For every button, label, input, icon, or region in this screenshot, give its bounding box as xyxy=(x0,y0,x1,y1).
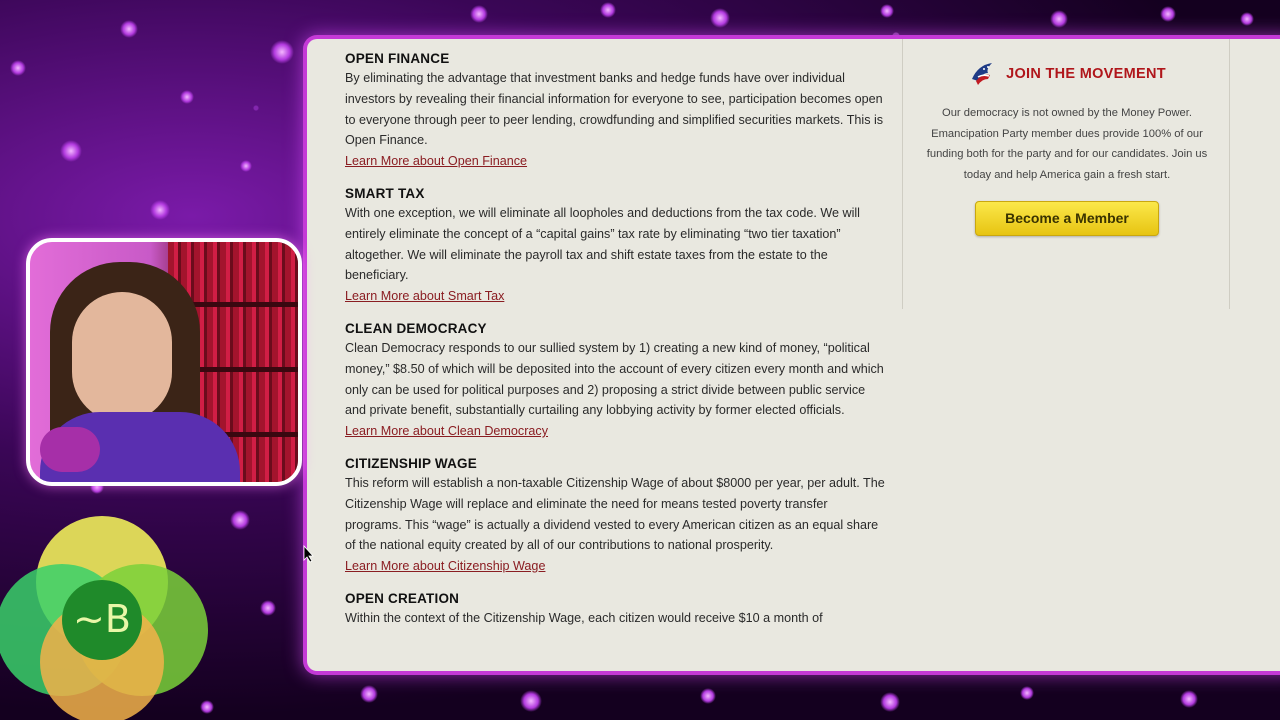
section-title: SMART TAX xyxy=(345,185,425,201)
section-title: CLEAN DEMOCRACY xyxy=(345,320,487,336)
section-body: Within the context of the Citizenship Wage, each citizen would receive $10 a month of xyxy=(345,610,823,625)
webcam-overlay xyxy=(26,238,302,486)
microphone xyxy=(40,427,100,472)
section-open-creation xyxy=(345,591,885,629)
section-body: By eliminating the advantage that investment banks and hedge funds have over individual investors by revealing their financial information for everyone to see, participation becomes open to everyone through peer to peer lending, crowdfunding and simplified securities markets. This is Open Finance. xyxy=(345,71,884,148)
eagle-flag-icon xyxy=(968,59,998,89)
learn-more-citizenship-wage-link[interactable]: Learn More about Citizenship Wage xyxy=(345,559,546,574)
browser-screen xyxy=(303,35,1280,675)
learn-more-smart-tax-link[interactable]: Learn More about Smart Tax xyxy=(345,289,505,304)
join-heading-row xyxy=(907,59,1227,89)
section-body: With one exception, we will eliminate all loopholes and deductions from the tax code. We will entirely eliminate the concept of a “capital gains” tax rate by eliminating “two tier taxation” altogether. We will eliminate the payroll tax and shift estate taxes from the estate to the beneficiary. xyxy=(345,205,860,283)
section-smart-tax xyxy=(345,186,885,307)
become-member-button[interactable]: Become a Member xyxy=(975,201,1159,236)
section-title: CITIZENSHIP WAGE xyxy=(345,455,477,471)
channel-logo xyxy=(0,512,210,720)
section-body: Clean Democracy responds to our sullied system by 1) creating a new kind of money, “political money,” $8.50 of which will be deposited into the account of every citizen every month and which only can be used for political purposes and 2) proposing a strict divide between public service and private benefit, substantially curtailing any lobbying activity by former elected officials. xyxy=(345,340,884,418)
mouse-cursor-icon xyxy=(303,545,315,563)
join-description: Our democracy is not owned by the Money Power. Emancipation Party member dues provide 100% of our funding both for the party and for our candidates. Join us today and help America gain a fresh start. xyxy=(926,107,1208,181)
reforms-content xyxy=(345,51,885,643)
section-body: This reform will establish a non-taxable Citizenship Wage of about $8000 per year, per adult. The Citizenship Wage will replace and eliminate the need for means tested poverty transfer programs. This “wage” is actually a dividend vested to every American citizen as an equal share of the national equity created by all of our contributions to national prosperity. xyxy=(345,475,885,553)
learn-more-clean-democracy-link[interactable]: Learn More about Clean Democracy xyxy=(345,424,549,439)
section-clean-democracy xyxy=(345,321,885,442)
sidebar-divider xyxy=(902,39,903,309)
presenter-face xyxy=(72,292,172,422)
learn-more-open-finance-link[interactable]: Learn More about Open Finance xyxy=(345,154,528,169)
logo-letter: ~B xyxy=(73,597,131,641)
join-heading: JOIN THE MOVEMENT xyxy=(1006,66,1166,82)
section-title: OPEN CREATION xyxy=(345,590,460,606)
sidebar-divider xyxy=(1229,39,1230,309)
section-title: OPEN FINANCE xyxy=(345,51,450,66)
section-citizenship-wage xyxy=(345,456,885,577)
join-sidebar xyxy=(907,59,1227,236)
section-open-finance xyxy=(345,51,885,172)
